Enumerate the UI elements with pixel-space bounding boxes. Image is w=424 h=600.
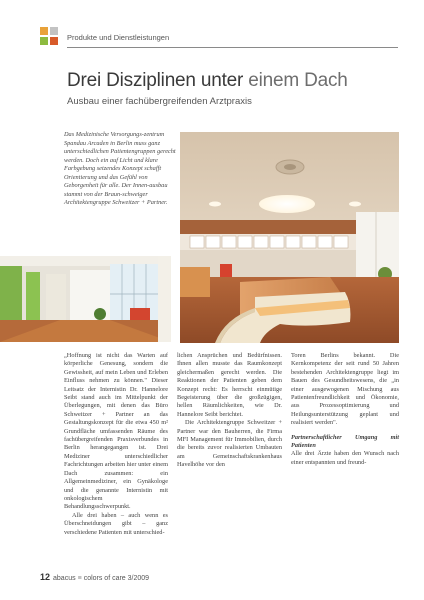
article-title	[67, 70, 348, 92]
col2-paragraph-2: Die Architektengruppe Schweitzer + Partner war den Bauherren, die Firma MFI Management für Immobilien, durch die bereits zuvor realisierten Umbauten am Gemeinschaftskrankenhaus Havelhöhe vor den	[177, 419, 282, 469]
footer-separator: ≡	[77, 575, 82, 582]
col2-paragraph-1: lichen Ansprüchen und Bedürfnissen. Ihnen allen musste das Raumkonzept gleichermaßen gerecht werden. Die Reaktionen der Patienten geben dem Konzept recht: Es herrscht einmütige Begeisterung über die großzügigen, hellen Räumlichkeiten, wie Dr. Hannelore Seibt berichtet.	[177, 352, 282, 418]
col3-paragraph-1: Toren Berlins bekannt. Die Kernkompetenz der seit rund 50 Jahren bestehenden Architektengruppe liegt im Bauen des Gesundheitswesens, die „in einer ausgewogenen Mischung aus Patientenfreundlichkeit und Ökonomie, aus Prozessoptimierung und Heilungsunterstützung geplant und realisiert werden".	[291, 352, 399, 427]
body-column-1	[64, 352, 168, 537]
col1-paragraph-2: Alle drei haben – auch wenn es Überschneidungen gibt – ganz verschiedene Patienten mit unterschied-	[64, 511, 168, 536]
magazine-name: abacus	[53, 575, 76, 582]
col3-subheading: Partnerschaftlicher Umgang mit Patienten	[291, 433, 399, 450]
col3-paragraph-2: Alle drei Ärzte haben den Wunsch nach einer entspannten und freund-	[291, 450, 399, 466]
body-column-3	[291, 352, 399, 467]
article-subtitle: Ausbau einer fachübergreifenden Arztpraxis	[67, 96, 252, 107]
header-rule	[67, 47, 398, 48]
title-part-1: Drei Disziplinen unter	[67, 70, 249, 91]
intro-text: Das Medizinische Versorgungs-zentrum Spandau Arcaden in Berlin muss ganz unterschiedlichen Patientengruppen gerecht werden. Doch ein auf Licht und klare Farbgebung setzendes Konzept schafft Orientierung und das Gefühl von Geborgenheit für alle. Der Innen-ausbau stammt von der Braun-schweiger Architektengruppe Schweitzer + Partner.	[64, 131, 176, 206]
title-part-2: einem Dach	[248, 70, 348, 91]
section-label: Produkte und Dienstleistungen	[67, 33, 170, 42]
issue-label: colors of care 3/2009	[83, 575, 150, 582]
logo-icon	[40, 27, 58, 45]
body-column-2	[177, 352, 282, 470]
page-footer	[40, 572, 149, 582]
col1-paragraph-1: „Hoffnung ist nicht das Warten auf körperliche Genesung, sondern die Gewissheit, auf mein Leben und Erleben Einfluss nehmen zu können." Dieser Leitsatz der Internistin Dr. Hannelore Seibt stand auch im Mittelpunkt der Überlegungen, mit denen das Büro Schweitzer + Partner an das Gestaltungskonzept für die etwa 450 m² Grundfläche umfassenden Räume des fachübergreifenden Praxisverbundes in Berlin herangegangen ist. Drei Mediziner unterschiedlicher Fachrichtungen arbeiten hier unter einem Dach zusammen: ein Allgemeinmediziner, ein Gynäkologe und die genannte Internistin mit onkologischem Behandlungsschwerpunkt.	[64, 352, 168, 511]
corridor-photo	[0, 256, 171, 342]
reception-photo	[180, 132, 399, 343]
page-number: 12	[40, 572, 51, 582]
